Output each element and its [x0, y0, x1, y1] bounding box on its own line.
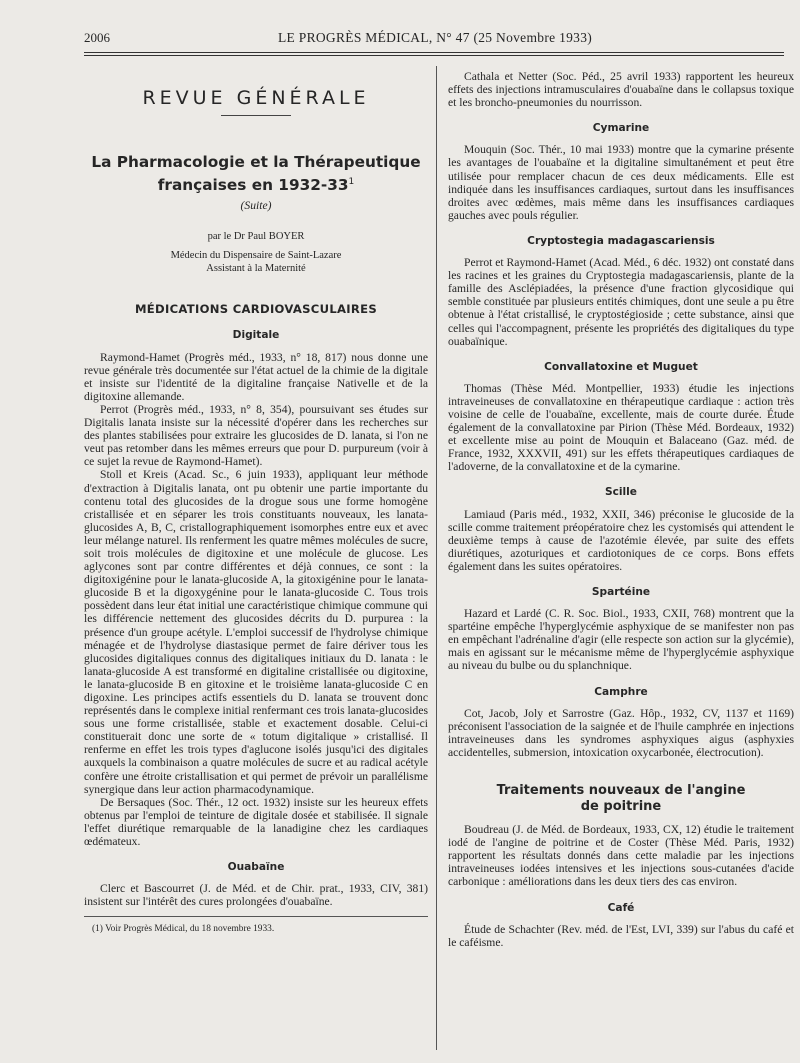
- section-heading: MÉDICATIONS CARDIOVASCULAIRES: [134, 302, 378, 317]
- article-title-line2: françaises en 1932-33: [157, 176, 349, 195]
- paragraph: De Bersaques (Soc. Thér., 12 oct. 1932) insiste sur les heureux effets obtenus par l'emploi de teinture de digitale dosée et stabilisée. Il signale l'effet diurétique remarquable de la lanadigine chez les cardiaques œdémateux.: [84, 795, 428, 849]
- subheading-convallatoxine: Convallatoxine et Muguet: [544, 360, 698, 373]
- footnote-marker: 1: [348, 177, 355, 188]
- journal-title: LE PROGRÈS MÉDICAL, N° 47 (25 Novembre 1933): [278, 30, 593, 45]
- paragraph: Clerc et Bascourret (J. de Méd. et de Chir. prat., 1933, CIV, 381) insistent sur l'intérêt des cures prolongées d'ouabaïne.: [84, 882, 428, 909]
- paragraph: Boudreau (J. de Méd. de Bordeaux, 1933, CX, 12) étudie le traitement iodé de l'angine de poitrine et de Coster (Thèse Méd. Paris, 1932) rapportent les résultats donnés dans cette maladie par les injections intraveineuses iodées intensives et les injections sous-cutanées d'acide carbonique : améliorations dans les deux tiers des cas environ.: [448, 823, 794, 889]
- author-affiliation: [84, 249, 428, 275]
- article-title: [84, 152, 428, 195]
- paragraph: Cathala et Netter (Soc. Péd., 25 avril 1933) rapportent les heureux effets des injections intramusculaires d'ouabaïne dans le collapsus toxique et les broncho-pneumonies du nourrisson.: [448, 70, 794, 110]
- column-divider: [436, 66, 437, 1050]
- subheading-camphre: Camphre: [594, 685, 648, 698]
- subheading-digitale: Digitale: [232, 329, 280, 342]
- paragraph: Stoll et Kreis (Acad. Sc., 6 juin 1933), appliquant leur méthode d'extraction à Digitalis lanata, ont pu obtenir une partie importante du contenu total des glucosides de la drogue sous une forme homogène cristallisée et en séparer les trois constituants nouveaux, les lanata-glucosides A, B, C, cristallographiquement isomorphes entre eux et avec leur mélange naturel. Ils renferment les quatre mêmes molécules de sucre, soit trois molécules de digitoxine et une molécule de glucose. Les aglycones sont par contre différentes et déjà connues, ce sont : la digitoxigénine pour le lanata-glucoside A, la gitoxigénine pour le lanata-glucoside B et la digoxygénine pour le lanata-glucoside C. Tous trois possèdent dans leur état initial une caractéristique chimique commune qui les différencie nettement des glucosides décrits du D. purpurea : la présence d'un groupe acétyle. L'emploi successif de l'hydrolyse chimique ménagée et de l'hydrolyse diastasique permet de faire dériver tous les glucosides digitaliques connus des digitaliques initiaux du D. lanata : le lanata-glucoside A est transformé en digitaline cristallisée ou digitoxine, le lanata-glucoside B en gitoxine et le troisième lanata-glucoside C en digoxine. Les principes actifs essentiels du D. lanata se trouvent donc représentés dans le complexe initial renfermant ces trois lanata-glucosides sous une forme cristallisée, stable et exactement dosable. Celui-ci constituerait donc une sorte de « totum digitalique » cristallisé. Il renferme en effet les trois types d'aglucone isolés jusqu'ici des digitales auxquels la combinaison a quatre molécules de sucre et au radical acétyle confère une étroite cristallisation et qui permet de prévoir un parallélisme synergique dans leur action pharmacodynamique.: [84, 468, 428, 796]
- article-title-line1: La Pharmacologie et la Thérapeutique: [91, 153, 421, 172]
- paragraph: Lamiaud (Paris méd., 1932, XXII, 346) préconise le glucoside de la scille comme traitement préopératoire chez les cystomisés qui attendent le deuxième temps à cause de l'azotémie élevée, par suite des effets diurétiques, azoturiques et cardiotoniques de ce corps. Bons effets également dans les suites opératoires.: [448, 507, 794, 573]
- page-number: 2006: [84, 30, 110, 45]
- author-byline: par le Dr Paul BOYER: [207, 231, 305, 243]
- subheading-sparteine: Spartéine: [591, 586, 651, 598]
- subheading-cymarine: Cymarine: [592, 122, 650, 135]
- running-head: [84, 30, 786, 50]
- affiliation-line1: Médecin du Dispensaire de Saint-Lazare: [170, 250, 342, 262]
- subheading-scille: Scille: [605, 486, 637, 499]
- affiliation-line2: Assistant à la Maternité: [206, 263, 306, 275]
- left-column: [84, 70, 428, 937]
- paragraph: Mouquin (Soc. Thér., 10 mai 1933) montre que la cymarine présente les avantages de l'ouabaïne et la digitaline simultanément et peut être utilisée pour remplacer chacun de ces deux médicaments. Elle est indiquée dans les insuffisances cardiaques, surtout dans les insuffisances droites avec œdèmes, mais même dans les insuffisances cardiaques gauches avec pouls régulier.: [448, 143, 794, 222]
- paragraph: Perrot (Progrès méd., 1933, n° 8, 354), poursuivant ses études sur Digitalis lanata insiste sur la nécessité d'opérer dans les recherches sur des plantes stabilisées pour extraire les glucosides de D. lanata, si l'on ne veut pas retomber dans les mêmes erreurs que pour D. purpureum (voir à ce sujet la revue de Raymond-Hamet).: [84, 402, 428, 469]
- paragraph: Raymond-Hamet (Progrès méd., 1933, n° 18, 817) nous donne une revue générale très documentée sur l'état actuel de la chimie de la digitale et insiste sur l'identité de la digitaline française Nativelle et de la digitoxine allemande.: [84, 350, 428, 403]
- paragraph: Thomas (Thèse Méd. Montpellier, 1933) étudie les injections intraveineuses de convallatoxine en thérapeutique cardiaque : action très voisine de celle de l'ouabaïne, excellente, mais de courte durée. Étude également de la convallatoxine par Pirion (Thèse Méd. Bordeaux, 1932) et excellente mise au point de Mouquin et Balaceano (Gaz. méd. de France, 1932, XXXVII, 491) sur les effets thérapeutiques cardiaques de l'adoverne, de la convallatoxine et de la cymarine.: [448, 381, 794, 474]
- footnote: (1) Voir Progrès Médical, du 18 novembre 1933.: [92, 924, 275, 935]
- paragraph: Étude de Schachter (Rev. méd. de l'Est, LVI, 339) sur l'abus du café et le caféisme.: [448, 922, 794, 949]
- footnote-rule: [84, 916, 428, 917]
- header-double-rule: [84, 52, 784, 56]
- paragraph: Hazard et Lardé (C. R. Soc. Biol., 1933, CXII, 768) montrent que la spartéine empêche l'hyperglycémie asphyxique de se manifester non pas en empêchant l'adrénaline d'agir (elle respecte son action sur la glycémie), mais en agissant sur le mécanisme même de l'hyperglycémie asphyxique au niveau du bulbe ou du splanchnique.: [448, 607, 794, 673]
- heading-rule: [221, 115, 291, 116]
- angine-heading-line2: de poitrine: [580, 799, 662, 815]
- paragraph: Cot, Jacob, Joly et Sarrostre (Gaz. Hôp., 1932, CV, 1137 et 1169) préconisent l'association de la saignée et de l'huile camphrée en injections intraveineuses dans les syndromes asphyxiques aigus (asphyxies accidentelles, submersion, intoxication oxycarbonée, électrocution).: [448, 706, 794, 759]
- right-column: [448, 70, 794, 949]
- article-title-line2-wrap: [84, 172, 428, 195]
- subheading-angine: [448, 783, 794, 815]
- suite-label: (Suite): [240, 199, 272, 213]
- revue-heading: REVUE GÉNÉRALE: [142, 87, 370, 109]
- paragraph: Perrot et Raymond-Hamet (Acad. Méd., 6 déc. 1932) ont constaté dans les racines et les graines du Cryptostegia madagascariensis, plante de la famille des Asclépiadées, la présence d'une fraction glycosidique qui semble constituée par plusieurs entités chimiques, dont une seule a pu être obtenue à l'état cristallisé, le cryptostégioside ; cette substance, ainsi que celles qui l'accompagnent, présente les propriétés des digitaliques du type ouabaïnique.: [448, 256, 794, 348]
- subheading-ouabaine: Ouabaïne: [227, 861, 285, 874]
- angine-heading-line1: Traitements nouveaux de l'angine: [496, 783, 746, 799]
- subheading-cryptostegia: Cryptostegia madagascariensis: [527, 234, 715, 247]
- subheading-cafe: Café: [607, 901, 635, 914]
